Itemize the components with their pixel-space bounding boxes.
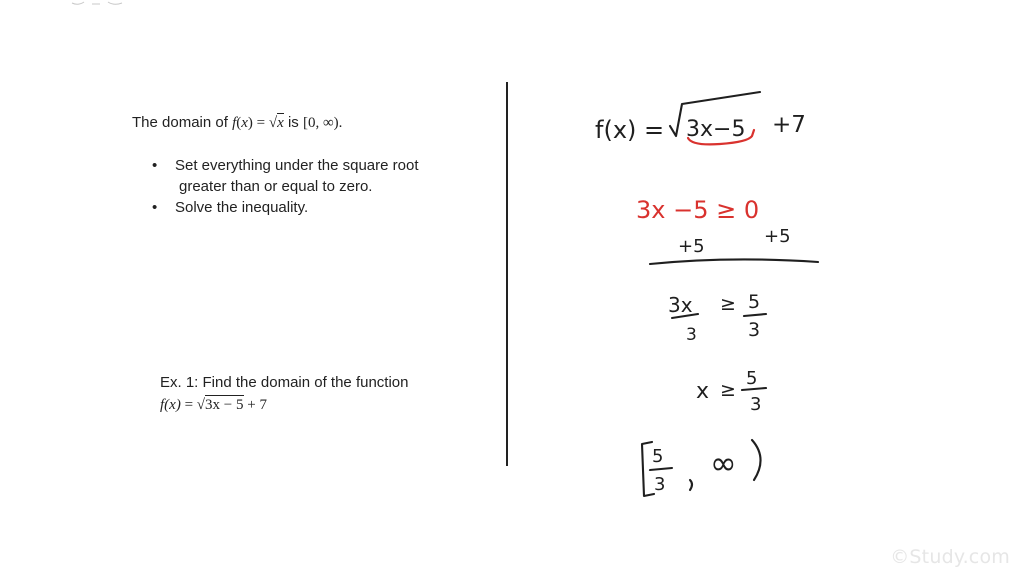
bullet-1-line-2: greater than or equal to zero. [179, 178, 373, 195]
rule-interval: [0, ∞). [302, 115, 343, 131]
example-equals: = [180, 397, 197, 413]
hw-result-num: 5 [746, 368, 758, 389]
bullet-item-2 [152, 197, 419, 218]
hw-answer-num: 5 [652, 446, 664, 467]
hw-function [595, 92, 806, 144]
hw-right-paren [752, 440, 761, 480]
hw-answer-infinity: ∞ [710, 444, 737, 482]
handwritten-work [580, 80, 840, 510]
hw-divide-num-right: 5 [748, 291, 761, 313]
rule-sqrt-sign: √ [268, 115, 278, 131]
rule-radicand: x [277, 115, 284, 131]
hw-ge-1: ≥ [720, 293, 736, 315]
hw-plus-seven: +7 [772, 112, 806, 138]
bullet-2-line-1: Solve the inequality. [175, 199, 309, 216]
steps-bullet-list [152, 155, 419, 218]
hw-radicand: 3x−5 [686, 117, 746, 142]
hw-add-right: +5 [764, 226, 791, 247]
example-function [160, 394, 408, 416]
example-sqrt-sign: √ [196, 397, 206, 413]
hw-divide-bar-right [744, 314, 766, 316]
hw-result-den: 3 [750, 394, 762, 415]
study-com-watermark: ©Study.com [890, 546, 1010, 568]
domain-rule-statement [132, 112, 342, 134]
hw-result-x: x [696, 379, 710, 404]
top-edge-scribble [70, 0, 150, 8]
example-label: Ex. 1: Find the domain of the function [160, 374, 409, 391]
rule-function-name [232, 115, 253, 131]
rule-rparen: ) [247, 115, 253, 131]
hw-ge-2: ≥ [720, 379, 736, 401]
example-1 [160, 372, 408, 416]
example-tail: + 7 [243, 397, 267, 413]
bullet-item-1 [152, 155, 419, 197]
example-lhs: f(x) [160, 397, 181, 413]
hw-answer-den: 3 [654, 474, 666, 495]
hw-add-left: +5 [678, 236, 705, 257]
example-radicand: 3x − 5 [205, 397, 244, 413]
hw-fx: f(x) = [595, 116, 665, 144]
rule-prefix-text: The domain of [132, 114, 233, 131]
hw-divide-den-right: 3 [748, 319, 761, 341]
hw-divide-num-left: 3x [668, 293, 693, 317]
hw-inequality: 3x −5 ≥ 0 [636, 196, 760, 224]
hw-answer-comma [690, 480, 692, 490]
rule-equals: = [252, 115, 269, 131]
hw-answer-bar [650, 468, 672, 470]
rule-f: f [232, 115, 237, 131]
hw-divide-den-left: 3 [686, 325, 697, 345]
rule-is-text: is [283, 114, 303, 131]
hw-sum-line [650, 259, 818, 264]
rule-x: x [241, 115, 248, 131]
rule-lparen: ( [236, 115, 242, 131]
vertical-divider [506, 82, 508, 466]
bullet-1-line-1: Set everything under the square root [175, 157, 419, 174]
